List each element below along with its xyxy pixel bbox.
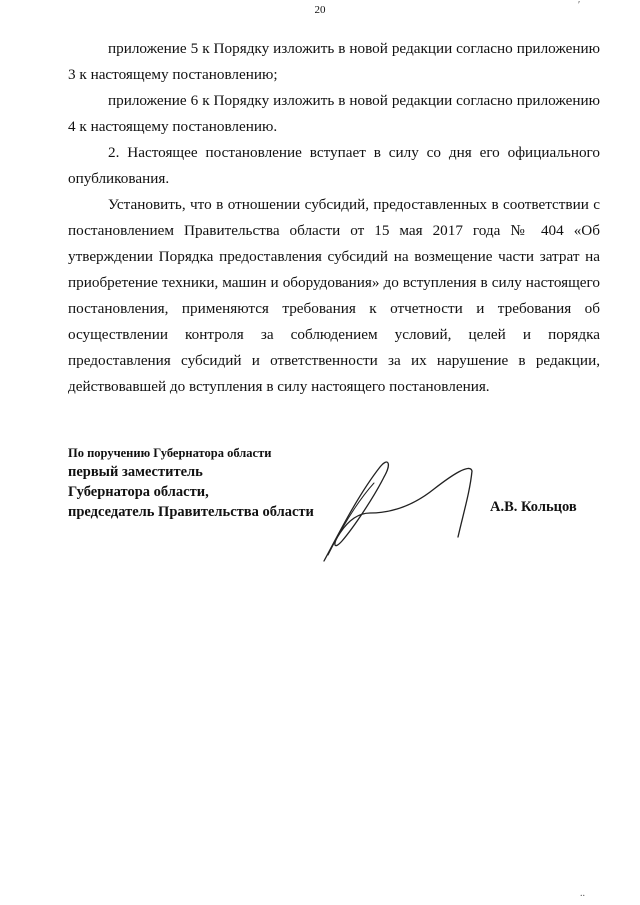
- handwritten-signature: [318, 455, 478, 565]
- signatory-name: А.В. Кольцов: [490, 499, 577, 515]
- signatory-position-line3: председатель Правительства области: [68, 504, 314, 520]
- signatory-position-line1: первый заместитель: [68, 464, 203, 480]
- page-number: 20: [314, 4, 326, 16]
- paragraph-appendix-6: приложение 6 к Порядку изложить в новой редакции согласно приложению 4 к настоящему постановлению.: [68, 92, 600, 135]
- paragraph-subsidies: Установить, что в отношении субсидий, предоставленных в соответствии с постановлением Правительства области от 15 мая 2017 года № 404 «Об утверждении Порядка предоставления субсидий на возмещение части затрат на приобретение техники, машин и оборудования» до вступления в силу настоящего постановления, применяются требования к отчетности и требования об осуществлении контроля за соблюдением условий, целей и порядка предоставления субсидий и ответственности за их нарушение в редакции, действовавшей до вступления в силу настоящего постановления.: [68, 196, 600, 395]
- paragraph-effective-date: 2. Настоящее постановление вступает в силу со дня его официального опубликования.: [68, 144, 600, 187]
- signatory-position-line2: Губернатора области,: [68, 484, 209, 500]
- paragraph-appendix-5: приложение 5 к Порядку изложить в новой редакции согласно приложению 3 к настоящему постановлению;: [68, 40, 600, 83]
- signatory-position: [68, 462, 314, 522]
- signature-on-behalf: По поручению Губернатора области: [68, 446, 272, 460]
- document-body: [68, 36, 600, 400]
- corner-mark-top: ʹ: [578, 0, 581, 11]
- corner-mark-bottom: ..: [580, 888, 585, 899]
- signature-stroke: [324, 462, 472, 561]
